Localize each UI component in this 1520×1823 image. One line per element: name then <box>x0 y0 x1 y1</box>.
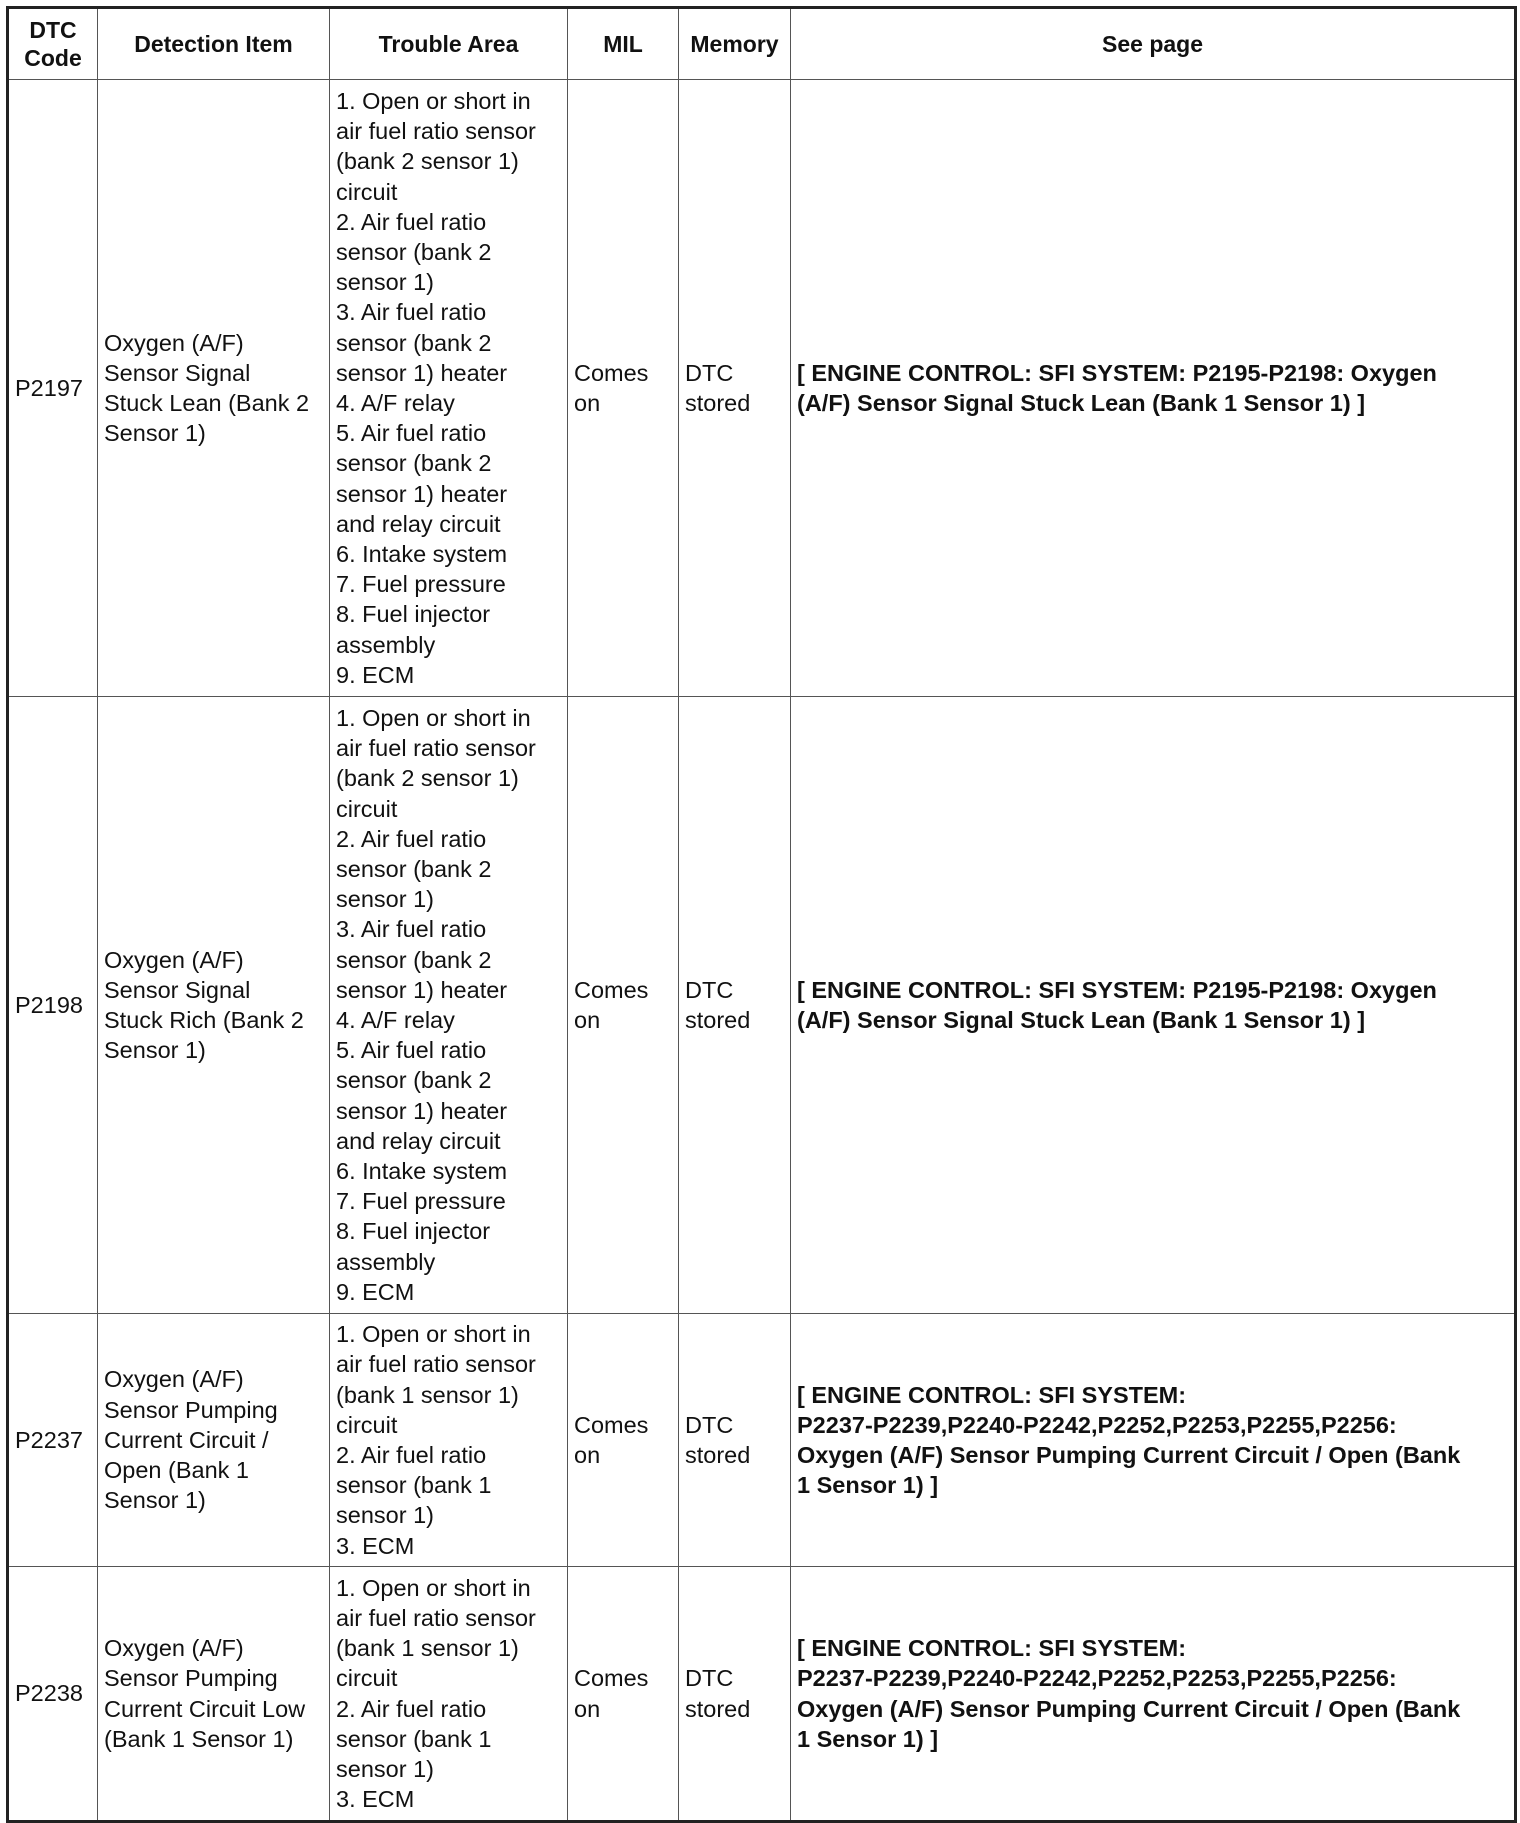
mil-cell: Comes on <box>568 697 679 1314</box>
trouble-area-cell: 1. Open or short in air fuel ratio sensor (bank 2 sensor 1) circuit 2. Air fuel ratio sensor (bank 2 sensor 1) 3. Air fuel ratio sensor (bank 2 sensor 1) heater 4. A/F relay 5. Air fuel ratio sensor (bank 2 sensor 1) heater and relay circuit 6. Intake system 7. Fuel pressure 8. Fuel injector assembly 9. ECM <box>330 697 568 1314</box>
dtc-code-cell: P2198 <box>8 697 98 1314</box>
trouble-area-cell: 1. Open or short in air fuel ratio sensor (bank 2 sensor 1) circuit 2. Air fuel ratio sensor (bank 2 sensor 1) 3. Air fuel ratio sensor (bank 2 sensor 1) heater 4. A/F relay 5. Air fuel ratio sensor (bank 2 sensor 1) heater and relay circuit 6. Intake system 7. Fuel pressure 8. Fuel injector assembly 9. ECM <box>330 80 568 697</box>
header-mil: MIL <box>568 8 679 80</box>
detection-item-cell: Oxygen (A/F) Sensor Pumping Current Circuit Low (Bank 1 Sensor 1) <box>98 1567 330 1822</box>
trouble-area-cell: 1. Open or short in air fuel ratio sensor (bank 1 sensor 1) circuit 2. Air fuel ratio sensor (bank 1 sensor 1) 3. ECM <box>330 1314 568 1567</box>
memory-cell: DTC stored <box>679 1314 791 1567</box>
mil-cell: Comes on <box>568 1567 679 1822</box>
header-trouble-area: Trouble Area <box>330 8 568 80</box>
table-row <box>8 1567 1516 1822</box>
table-header-row <box>8 8 1516 80</box>
memory-cell: DTC stored <box>679 80 791 697</box>
header-detection-item: Detection Item <box>98 8 330 80</box>
dtc-code-cell: P2237 <box>8 1314 98 1567</box>
header-see-page: See page <box>791 8 1516 80</box>
dtc-code-cell: P2197 <box>8 80 98 697</box>
header-memory: Memory <box>679 8 791 80</box>
see-page-link[interactable]: [ ENGINE CONTROL: SFI SYSTEM: P2237-P2239,P2240-P2242,P2252,P2253,P2255,P2256: Oxygen (A/F) Sensor Pumping Current Circuit / Open (Bank 1 Sensor 1) ] <box>791 1314 1516 1567</box>
mil-cell: Comes on <box>568 80 679 697</box>
dtc-table <box>6 6 1517 1823</box>
table-row <box>8 80 1516 697</box>
trouble-area-cell: 1. Open or short in air fuel ratio sensor (bank 1 sensor 1) circuit 2. Air fuel ratio sensor (bank 1 sensor 1) 3. ECM <box>330 1567 568 1822</box>
memory-cell: DTC stored <box>679 1567 791 1822</box>
see-page-link[interactable]: [ ENGINE CONTROL: SFI SYSTEM: P2237-P2239,P2240-P2242,P2252,P2253,P2255,P2256: Oxygen (A/F) Sensor Pumping Current Circuit / Open (Bank 1 Sensor 1) ] <box>791 1567 1516 1822</box>
mil-cell: Comes on <box>568 1314 679 1567</box>
header-dtc-code: DTC Code <box>8 8 98 80</box>
see-page-link[interactable]: [ ENGINE CONTROL: SFI SYSTEM: P2195-P2198: Oxygen (A/F) Sensor Signal Stuck Lean (Bank 1 Sensor 1) ] <box>791 697 1516 1314</box>
table-row <box>8 1314 1516 1567</box>
dtc-code-cell: P2238 <box>8 1567 98 1822</box>
memory-cell: DTC stored <box>679 697 791 1314</box>
detection-item-cell: Oxygen (A/F) Sensor Pumping Current Circuit / Open (Bank 1 Sensor 1) <box>98 1314 330 1567</box>
see-page-link[interactable]: [ ENGINE CONTROL: SFI SYSTEM: P2195-P2198: Oxygen (A/F) Sensor Signal Stuck Lean (Bank 1 Sensor 1) ] <box>791 80 1516 697</box>
detection-item-cell: Oxygen (A/F) Sensor Signal Stuck Rich (Bank 2 Sensor 1) <box>98 697 330 1314</box>
detection-item-cell: Oxygen (A/F) Sensor Signal Stuck Lean (Bank 2 Sensor 1) <box>98 80 330 697</box>
table-row <box>8 697 1516 1314</box>
